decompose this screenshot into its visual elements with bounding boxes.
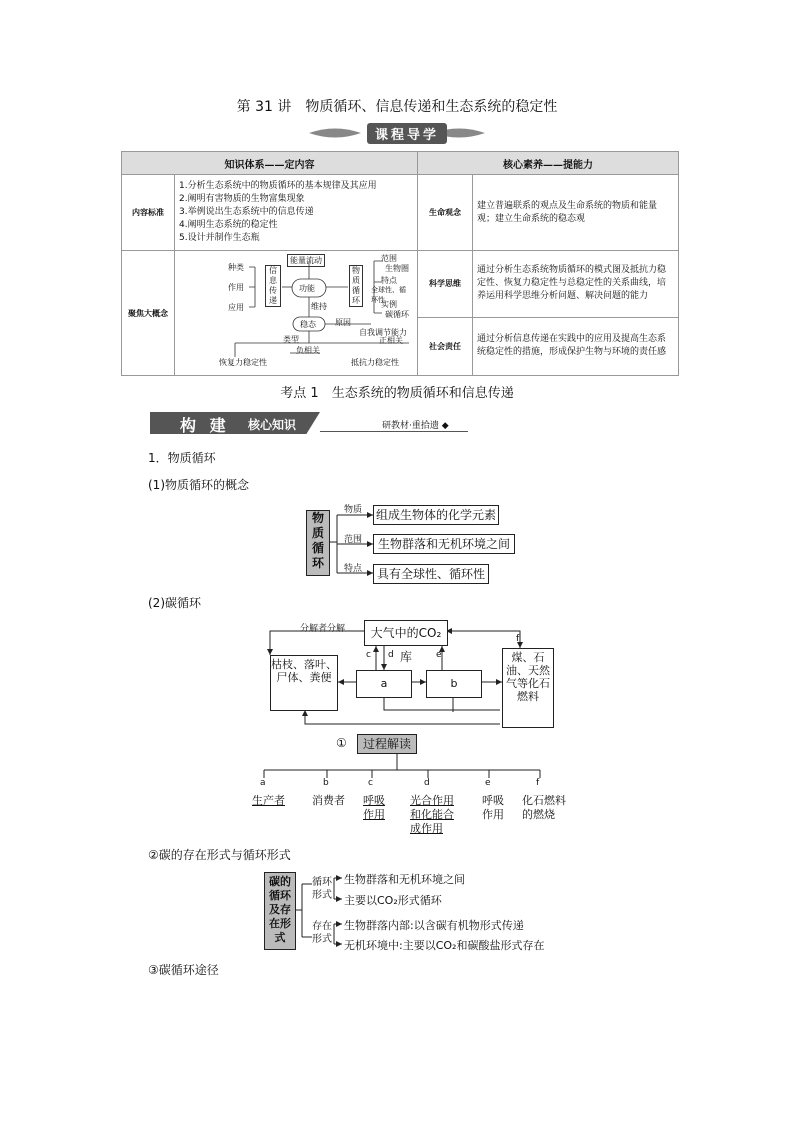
heading-material-cycle: 1．物质循环 — [148, 451, 216, 465]
skill-label: 社会责任 — [418, 317, 473, 375]
map-function: 功能 — [299, 284, 315, 293]
standard-item: 3.举例说出生态系统中的信息传递 — [179, 207, 314, 217]
form-cycle-label: 循环形式 — [312, 877, 332, 901]
concept-label-feature: 特点 — [344, 564, 363, 574]
map-resistance: 抵抗力稳定性 — [351, 358, 399, 367]
map-feature-label: 特点 — [381, 276, 397, 285]
map-example: 碳循环 — [385, 310, 409, 319]
concept-range: 生物群落和无机环境之间 — [373, 534, 515, 554]
left-header: 知识体系——定内容 — [122, 152, 418, 175]
map-example-label: 实例 — [381, 300, 397, 309]
skill-label: 生命观念 — [418, 175, 473, 251]
map-resilience: 恢复力稳定性 — [219, 358, 267, 367]
proc-key-b: b — [323, 778, 329, 788]
proc-value-d: 光合作用和化能合成作用 — [410, 794, 454, 835]
proc-key-d: d — [424, 778, 430, 788]
map-range: 生物圈 — [385, 264, 409, 273]
map-stable: 稳态 — [300, 320, 316, 329]
arrow-f: f — [516, 634, 520, 644]
proc-value-f: 化石燃料的燃烧 — [522, 794, 566, 821]
header-sub: 核心知识 — [248, 418, 297, 432]
form-cycle-item: 主要以CO₂形式循环 — [344, 894, 442, 907]
concept-root: 物质循环 — [306, 510, 330, 576]
skill-text: 通过分析信息传递在实践中的应用及提高生态系统稳定性的措施，形成保护生物与环境的责任感 — [473, 317, 679, 375]
skill-text: 建立普遍联系的观点及生命系统的物质和能量观；建立生命系统的稳态观 — [473, 175, 679, 251]
proc-key-e: e — [485, 778, 491, 788]
fossil-fuel-box: 煤、石油、天然气等化石燃料 — [502, 648, 554, 728]
proc-value-c: 呼吸作用 — [363, 794, 385, 821]
map-kind: 类型 — [283, 335, 299, 344]
map-type: 种类 — [228, 263, 244, 272]
map-maintain: 维持 — [311, 302, 327, 311]
section-title: 考点 1 生态系统的物质循环和信息传递 — [280, 386, 514, 401]
arrow-e: e — [436, 650, 442, 660]
form-exist-item: 生物群落内部:以含碳有机物形式传递 — [344, 919, 524, 932]
map-cause: 原因 — [335, 318, 351, 327]
concept-material: 组成生物体的化学元素 — [373, 505, 499, 525]
map-label: 聚焦大概念 — [122, 251, 175, 376]
proc-key-a: a — [260, 778, 266, 788]
arrow-d: d — [388, 650, 394, 660]
page-title: 第 31 讲 物质循环、信息传递和生态系统的稳定性 — [236, 99, 558, 115]
standard-item: 4.阐明生态系统的稳定性 — [179, 220, 278, 230]
process-number: ① — [336, 736, 347, 750]
skill-text: 通过分析生态系统物质循环的模式图及抵抗力稳定性、恢复力稳定性与总稳定性的关系曲线，培养运用科学思维分析问题、解决问题的能力 — [473, 251, 679, 318]
heading-carbon-path: ③碳循环途径 — [148, 963, 219, 977]
form-root: 碳的循环及存在形式 — [264, 872, 296, 950]
map-energy: 能量流动 — [287, 254, 325, 267]
form-cycle-item: 生物群落和无机环境之间 — [344, 873, 465, 886]
arrow-c: c — [366, 650, 371, 660]
heading-carbon-form: ②碳的存在形式与循环形式 — [148, 848, 291, 862]
banner-label: 课程导学 — [367, 123, 447, 144]
proc-key-c: c — [368, 778, 373, 788]
header-right: 研教材·重拾遗 ◆ — [382, 421, 449, 431]
decomposer-label: 分解者分解 — [300, 624, 346, 634]
form-exist-label: 存在形式 — [312, 921, 332, 945]
form-exist-item: 无机环境中:主要以CO₂和碳酸盐形式存在 — [344, 939, 545, 952]
standard-item: 2.阐明有害物质的生物富集现象 — [179, 194, 305, 204]
map-cycle: 物质循环 — [349, 265, 363, 307]
proc-value-a: 生产者 — [252, 794, 285, 807]
heading-concept: (1)物质循环的概念 — [148, 478, 249, 492]
skill-label: 科学思维 — [418, 251, 473, 318]
process-title: 过程解读 — [357, 734, 417, 754]
node-b: b — [426, 670, 482, 698]
standard-label: 内容标准 — [122, 175, 175, 251]
concept-label-range: 范围 — [344, 535, 363, 545]
node-a: a — [356, 670, 412, 698]
standard-item: 5.设计并制作生态瓶 — [179, 233, 260, 243]
atmosphere-co2-pool: 大气中的CO₂库 — [364, 620, 448, 646]
header-main: 构 建 — [180, 416, 230, 435]
proc-key-f: f — [536, 778, 540, 788]
map-info: 信息传递 — [265, 265, 281, 307]
map-selfreg: 自我调节能力 — [359, 328, 407, 337]
concept-label-material: 物质 — [344, 505, 363, 515]
heading-carbon-cycle: (2)碳循环 — [148, 596, 201, 610]
concept-feature: 具有全球性、循环性 — [373, 564, 489, 584]
map-apply: 应用 — [228, 303, 244, 312]
map-negative: 负相关 — [296, 346, 320, 355]
right-header: 核心素养——提能力 — [418, 152, 679, 175]
map-range-label: 范围 — [381, 254, 397, 263]
map-positive: 正相关 — [379, 336, 403, 345]
proc-value-b: 消费者 — [312, 794, 345, 807]
map-effect: 作用 — [228, 283, 244, 292]
proc-value-e: 呼吸作用 — [482, 794, 504, 821]
debris-box: 枯枝、落叶、尸体、粪便 — [270, 655, 338, 711]
standard-item: 1.分析生态系统中的物质循环的基本规律及其应用 — [179, 181, 377, 191]
map-feature: 全球性、循环性 — [371, 286, 406, 304]
